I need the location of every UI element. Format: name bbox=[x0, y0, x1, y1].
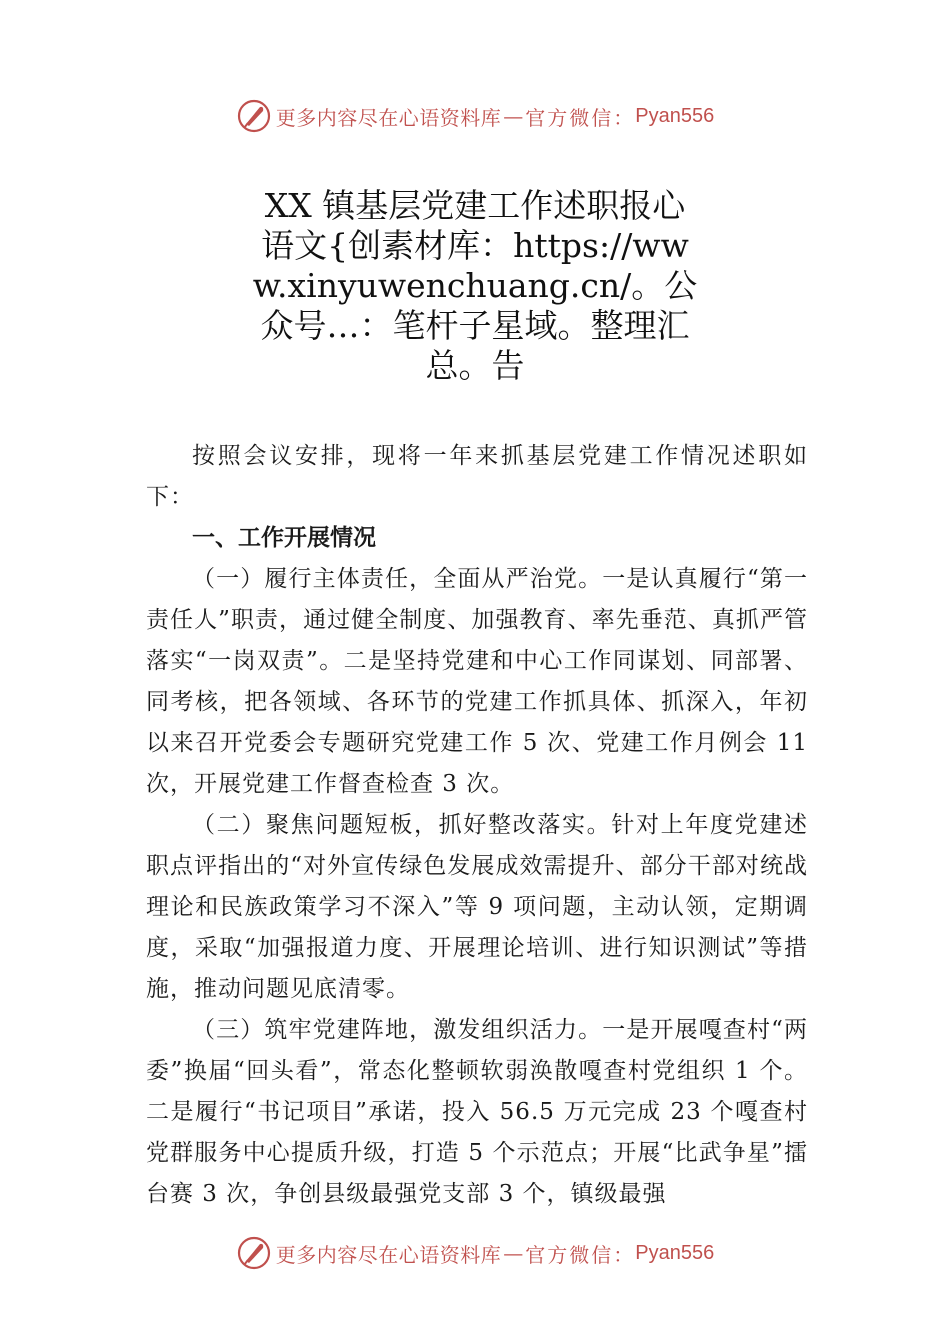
banner-wechat-id: Pyan556 bbox=[635, 1241, 715, 1264]
banner-separator: — bbox=[503, 1241, 524, 1265]
section-heading: 一、工作开展情况 bbox=[192, 525, 376, 551]
header-banner bbox=[0, 96, 950, 136]
quill-pen-icon bbox=[236, 1235, 272, 1271]
banner-separator: — bbox=[503, 104, 524, 128]
banner-wechat-label: 官方微信： bbox=[525, 1242, 636, 1267]
document-title: XX 镇基层党建工作述职报心语文{创素材库：https://www.xinyuwenchuang.cn/。公众号…：笔杆子星域。整理汇总。告 bbox=[252, 186, 698, 385]
paragraph-2 bbox=[146, 805, 808, 1010]
paragraph-2-body: 针对上年度党建述职点评指出的“对外宣传绿色发展成效需提升、部分干部对统战理论和民族政策学习不深入”等 9 项问题，主动认领，定期调度，采取“加强报道力度、开展理论培训、进行知识测试”等措施，推动问题见底清零。 bbox=[146, 812, 809, 1002]
banner-text: 更多内容尽在心语资料库 bbox=[275, 105, 502, 130]
paragraph-3 bbox=[146, 1010, 808, 1215]
quill-pen-icon bbox=[236, 98, 272, 134]
banner-text: 更多内容尽在心语资料库 bbox=[275, 1242, 502, 1267]
footer-banner bbox=[0, 1233, 950, 1273]
intro-paragraph: 按照会议安排，现将一年来抓基层党建工作情况述职如下： bbox=[146, 443, 808, 510]
paragraph-2-lead: （二）聚焦问题短板，抓好整改落实。 bbox=[192, 812, 612, 838]
banner-wechat-id: Pyan556 bbox=[635, 104, 715, 127]
paragraph-1-body: 一是认真履行“第一责任人”职责，通过健全制度、加强教育、率先垂范、真抓严管落实“一岗双责”。二是坚持党建和中心工作同谋划、同部署、同考核，把各领域、各环节的党建工作抓具体、抓深入，年初以来召开党委会专题研究党建工作 5 次、党建工作月例会 11 次，开展党建工作督查检查 3 次。 bbox=[146, 566, 808, 797]
paragraph-1-lead: （一）履行主体责任，全面从严治党。 bbox=[192, 566, 603, 592]
paragraph-3-lead: （三）筑牢党建阵地，激发组织活力。 bbox=[192, 1017, 603, 1043]
paragraph-3-body: 一是开展嘎查村“两委”换届“回头看”，常态化整顿软弱涣散嘎查村党组织 1 个。二是履行“书记项目”承诺，投入 56.5 万元完成 23 个嘎查村党群服务中心提质升级，打造 5 个示范点；开展“比武争星”擂台赛 3 次，争创县级最强党支部 3 个，镇级最强 bbox=[146, 1017, 808, 1207]
banner-wechat-label: 官方微信： bbox=[525, 105, 636, 130]
paragraph-1 bbox=[146, 559, 808, 805]
document-body bbox=[146, 436, 808, 1215]
